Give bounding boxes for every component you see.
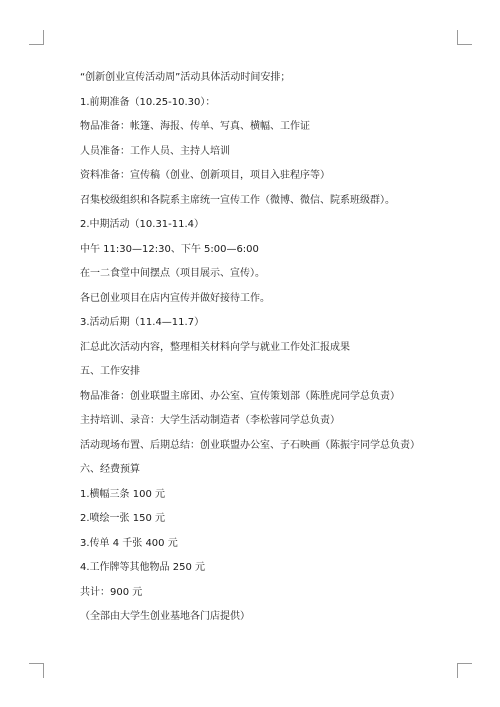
budget-item: 4.工作牌等其他物品 250 元	[80, 562, 205, 573]
text-line: 物品准备：创业联盟主席团、办公室、宣传策划部（陈胜虎同学总负责）	[80, 390, 400, 402]
document-body	[80, 70, 460, 634]
section-middle-title: 2.中期活动（10.31-11.4）	[80, 219, 205, 230]
text-line: 活动现场布置、后期总结：创业联盟办公室、子石映画（陈振宇同学总负责）	[80, 439, 420, 451]
text-line: 召集校级组织和各院系主席统一宣传工作（微博、微信、院系班级群）。	[80, 194, 395, 206]
budget-note: （全部由大学生创业基地各门店提供）	[80, 611, 250, 622]
crop-mark-top-right	[457, 30, 472, 45]
budget-total: 共计：900 元	[80, 586, 143, 598]
text-line: 中午 11:30—12:30、下午 5:00—6:00	[80, 243, 259, 255]
budget-item: 2.喷绘一张 150 元	[80, 513, 165, 524]
text-line: 汇总此次活动内容，整理相关材料向学与就业工作处汇报成果	[80, 341, 350, 353]
text-line: 在一二食堂中间摆点（项目展示、宣传）。	[80, 268, 265, 279]
text-line: 各已创业项目在店内宣传并做好接待工作。	[80, 292, 270, 304]
text-line: 物品准备：帐篷、海报、传单、写真、横幅、工作证	[80, 121, 310, 132]
schedule-heading: “创新创业宣传活动周”活动具体活动时间安排；	[80, 72, 291, 83]
text-line: 主持培训、录音：大学生活动制造者（李松蓉同学总负责）	[80, 415, 340, 426]
crop-mark-bottom-left	[29, 663, 44, 678]
section-budget-title: 六、经费预算	[80, 464, 140, 475]
text-line: 资料准备：宣传稿（创业、创新项目，项目入驻程序等）	[80, 170, 330, 181]
section-preparation-title: 1.前期准备（10.25-10.30）：	[80, 96, 216, 108]
section-work-arrangement-title: 五、工作安排	[80, 366, 140, 377]
crop-mark-bottom-right	[457, 663, 472, 678]
text-line: 人员准备：工作人员、主持人培训	[80, 145, 230, 157]
section-late-title: 3.活动后期（11.4—11.7）	[80, 317, 205, 328]
budget-item: 1.横幅三条 100 元	[80, 488, 165, 500]
budget-item: 3.传单 4 千张 400 元	[80, 537, 178, 549]
crop-mark-top-left	[29, 30, 44, 45]
